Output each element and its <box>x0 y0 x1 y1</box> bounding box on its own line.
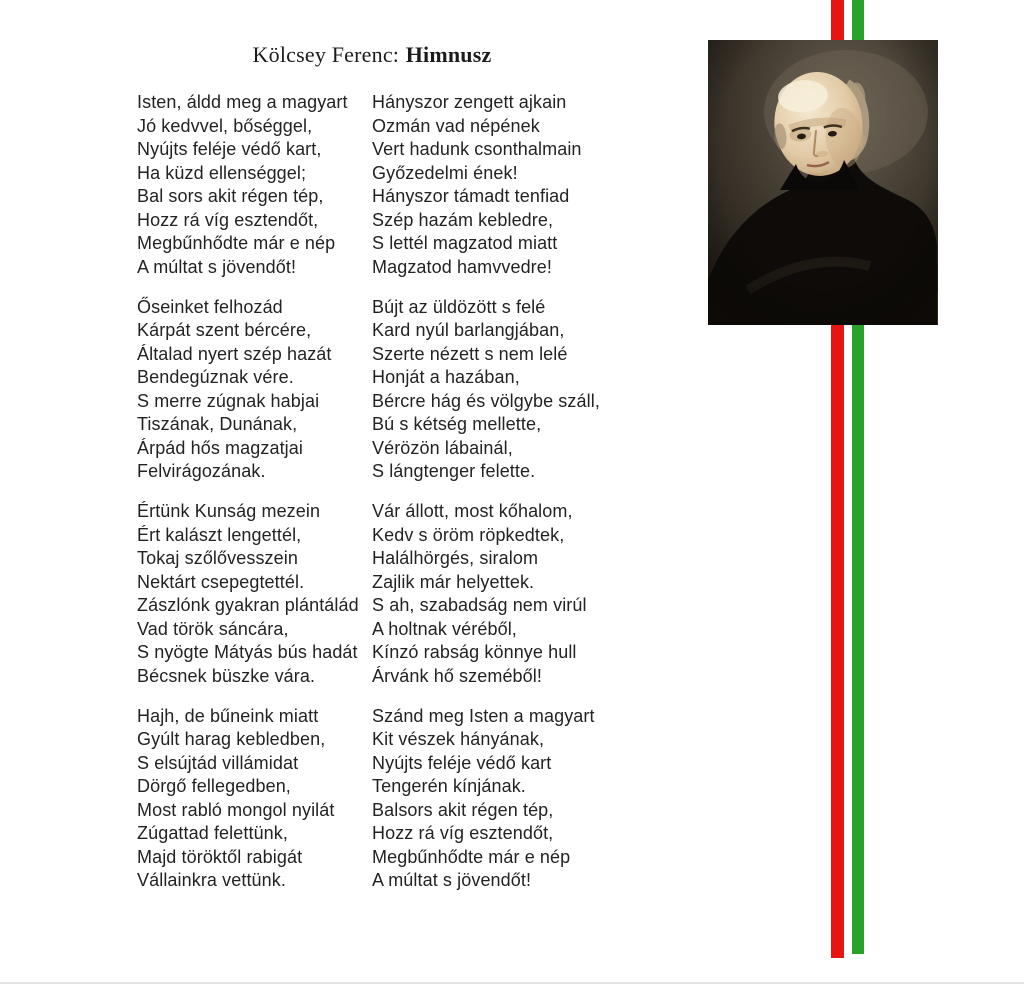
poem-line: Isten, áldd meg a magyart <box>137 92 348 112</box>
poem-column-right <box>372 91 622 909</box>
poem-column-left <box>137 91 375 909</box>
poem-line: A múltat s jövendőt! <box>372 870 532 890</box>
poem-line: Hányszor zengett ajkain <box>372 92 567 112</box>
poem-line: Vár állott, most kőhalom, <box>372 501 573 521</box>
poem-line: Nyújts feléje védő kart, <box>137 139 322 159</box>
stanza-1 <box>137 91 375 279</box>
poem-line: Kedv s öröm röpkedtek, <box>372 524 565 545</box>
page-title <box>137 42 607 68</box>
poem-line: Vérözön lábainál, <box>372 437 513 458</box>
poem-line: Jó kedvvel, bőséggel, <box>137 115 313 136</box>
poem-line: Vad török sáncára, <box>137 618 289 639</box>
poem-line: Halálhörgés, siralom <box>372 548 539 568</box>
poem-line: Árvánk hő szeméből! <box>372 665 542 686</box>
poem-line: Kard nyúl barlangjában, <box>372 320 565 340</box>
poem-line: Hajh, de bűneink miatt <box>137 705 319 726</box>
stanza-4 <box>137 705 375 893</box>
poem-line: Bal sors akit régen tép, <box>137 186 324 206</box>
poem-line: Zászlónk gyakran plántálád <box>137 595 359 615</box>
poem-line: Kínzó rabság könnye hull <box>372 642 577 662</box>
poem-line: Értünk Kunság mezein <box>137 501 321 521</box>
poem-line: Bújt az üldözött s felé <box>372 296 546 317</box>
stanza-8 <box>372 705 622 893</box>
poem-line: Magzatod hamvvedre! <box>372 256 552 277</box>
poem-line: Általad nyert szép hazát <box>137 343 332 364</box>
poem-line: S ah, szabadság nem virúl <box>372 595 587 615</box>
poem-line: Szánd meg Isten a magyart <box>372 705 595 726</box>
poem-line: Őseinket felhozád <box>137 296 283 317</box>
poem-line: Győzedelmi ének! <box>372 162 518 183</box>
poem-line: Tiszának, Dunának, <box>137 414 298 434</box>
page-bottom-edge <box>0 982 1024 984</box>
poem-line: S nyögte Mátyás bús hadát <box>137 642 358 662</box>
stanza-7 <box>372 500 622 688</box>
poem-line: Gyúlt harag kebledben, <box>137 729 326 749</box>
poem-line: Kárpát szent bércére, <box>137 320 312 340</box>
poem-line: Honját a hazában, <box>372 367 520 387</box>
poem-line: Zajlik már helyettek. <box>372 571 535 592</box>
poem-line: Szép hazám kebledre, <box>372 209 554 230</box>
poem-line: Bécsnek büszke vára. <box>137 665 316 686</box>
stanza-3 <box>137 500 375 688</box>
poem-line: Dörgő fellegedben, <box>137 776 291 796</box>
poem-line: A múltat s jövendőt! <box>137 256 297 277</box>
poem-line: Bércre hág és völgybe száll, <box>372 390 600 411</box>
poem-line: S lettél magzatod miatt <box>372 233 558 253</box>
poem-line: Felvirágozának. <box>137 461 266 481</box>
poem-line: Árpád hős magzatjai <box>137 437 303 458</box>
poem-line: Megbűnhődte már e nép <box>372 846 571 867</box>
poem-line: Ért kalászt lengettél, <box>137 524 302 545</box>
title-work: Himnusz <box>405 42 492 67</box>
poem-line: Bendegúznak vére. <box>137 367 294 387</box>
poem-line: Bú s kétség mellette, <box>372 414 542 434</box>
portrait-kolcsey-ferenc <box>708 40 938 325</box>
stanza-5 <box>372 91 622 279</box>
poem-line: Most rabló mongol nyilát <box>137 799 335 820</box>
poem-line: A holtnak véréből, <box>372 618 517 639</box>
poem-line: Tokaj szőlővesszein <box>137 548 298 568</box>
poem-line: Vert hadunk csonthalmain <box>372 139 582 159</box>
poem-line: Ozmán vad népének <box>372 115 540 136</box>
poem-line: Nektárt csepegtettél. <box>137 571 305 592</box>
stanza-6 <box>372 296 622 484</box>
title-author: Kölcsey Ferenc: <box>252 42 400 67</box>
poem-line: Ha küzd ellenséggel; <box>137 162 307 183</box>
poem-line: Hozz rá víg esztendőt, <box>372 823 554 843</box>
stanza-2 <box>137 296 375 484</box>
poem-line: Hányszor támadt tenfiad <box>372 186 570 206</box>
poem-line: Tengerén kínjának. <box>372 776 526 796</box>
poem-line: Kit vészek hányának, <box>372 729 545 749</box>
poem-line: Nyújts feléje védő kart <box>372 752 552 773</box>
poem-line: S elsújtád villámidat <box>137 752 299 773</box>
poem-line: S lángtenger felette. <box>372 461 536 481</box>
poem-line: Vállainkra vettünk. <box>137 870 286 890</box>
poem-line: Szerte nézett s nem lelé <box>372 343 568 364</box>
poem-line: S merre zúgnak habjai <box>137 390 320 411</box>
poem-line: Zúgattad felettünk, <box>137 823 288 843</box>
poem-line: Megbűnhődte már e nép <box>137 233 336 253</box>
poem-line: Balsors akit régen tép, <box>372 799 554 820</box>
poem-line: Hozz rá víg esztendőt, <box>137 209 319 230</box>
poem-line: Majd töröktől rabigát <box>137 846 303 867</box>
